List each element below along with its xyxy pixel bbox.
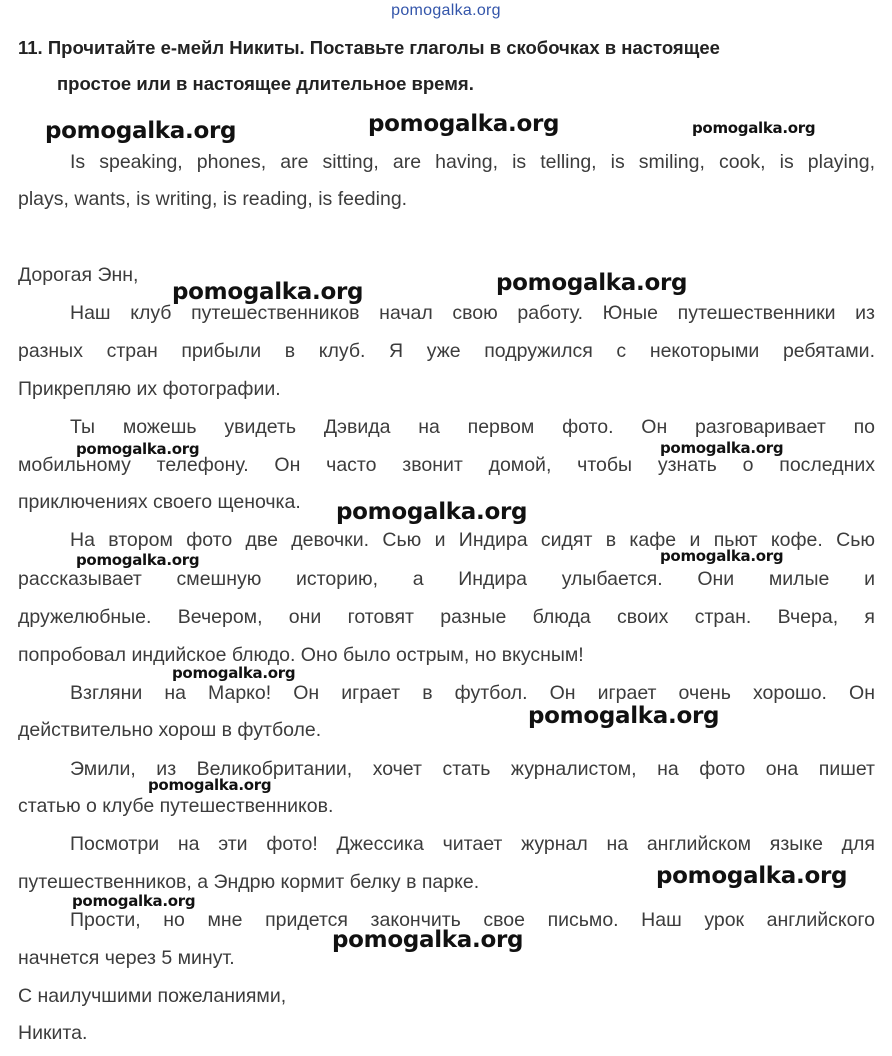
- letter-line: Взгляни на Марко! Он играет в футбол. Он играет очень хорошо. Он: [70, 682, 875, 704]
- watermark: pomogalka.org: [656, 863, 848, 889]
- task-line-2: простое или в настоящее длительное время.: [57, 73, 474, 94]
- watermark: pomogalka.org: [336, 499, 528, 525]
- letter-greeting: Дорогая Энн,: [18, 264, 139, 286]
- letter-line: действительно хорош в футболе.: [18, 719, 322, 741]
- letter-line: Прости, но мне придется закончить свое письмо. Наш урок английского: [70, 909, 875, 931]
- watermark: pomogalka.org: [76, 551, 200, 569]
- letter-line: Наш клуб путешественников начал свою работу. Юные путешественники из: [70, 302, 875, 324]
- watermark: pomogalka.org: [148, 776, 272, 794]
- watermark: pomogalka.org: [76, 440, 200, 458]
- letter-line: дружелюбные. Вечером, они готовят разные блюда своих стран. Вчера, я: [18, 606, 875, 628]
- letter-line: Прикрепляю их фотографии.: [18, 378, 281, 400]
- task-number: 11.: [18, 37, 43, 58]
- letter-line: попробовал индийское блюдо. Оно было острым, но вкусным!: [18, 644, 584, 666]
- letter-line: приключениях своего щеночка.: [18, 491, 301, 513]
- watermark: pomogalka.org: [72, 892, 196, 910]
- letter-line: Посмотри на эти фото! Джессика читает журнал на английском языке для: [70, 833, 875, 855]
- watermark: pomogalka.org: [45, 118, 237, 144]
- watermark: pomogalka.org: [692, 119, 816, 137]
- letter-line: рассказывает смешную историю, а Индира улыбается. Они милые и: [18, 568, 875, 590]
- letter-line: На втором фото две девочки. Сью и Индира сидят в кафе и пьют кофе. Сью: [70, 529, 875, 551]
- letter-line: мобильному телефону. Он часто звонит домой, чтобы узнать о последних: [18, 454, 875, 476]
- task-line-1: Прочитайте е-мейл Никиты. Поставьте глаголы в скобочках в настоящее: [47, 37, 720, 58]
- watermark: pomogalka.org: [368, 111, 560, 137]
- watermark: pomogalka.org: [172, 664, 296, 682]
- letter-closing: С наилучшими пожеланиями,: [18, 985, 287, 1007]
- letter-line: начнется через 5 минут.: [18, 947, 235, 969]
- watermark: pomogalka.org: [332, 927, 524, 953]
- letter-line: разных стран прибыли в клуб. Я уже подружился с некоторыми ребятами.: [18, 340, 875, 362]
- watermark: pomogalka.org: [172, 279, 364, 305]
- letter-line: Эмили, из Великобритании, хочет стать журналистом, на фото она пишет: [70, 758, 875, 780]
- answers-line-2: plays, wants, is writing, is reading, is feeding.: [18, 188, 408, 210]
- letter-line: Ты можешь увидеть Дэвида на первом фото. Он разговаривает по: [70, 416, 875, 438]
- watermark: pomogalka.org: [660, 439, 784, 457]
- watermark: pomogalka.org: [528, 703, 720, 729]
- site-header[interactable]: pomogalka.org: [391, 2, 501, 19]
- letter-signature: Никита.: [18, 1022, 88, 1044]
- watermark: pomogalka.org: [660, 547, 784, 565]
- letter-line: статью о клубе путешественников.: [18, 795, 334, 817]
- letter-line: путешественников, а Эндрю кормит белку в парке.: [18, 871, 480, 893]
- watermark: pomogalka.org: [496, 270, 688, 296]
- answers-line-1: Is speaking, phones, are sitting, are having, is telling, is smiling, cook, is playing,: [70, 151, 875, 173]
- task-heading: [18, 30, 878, 65]
